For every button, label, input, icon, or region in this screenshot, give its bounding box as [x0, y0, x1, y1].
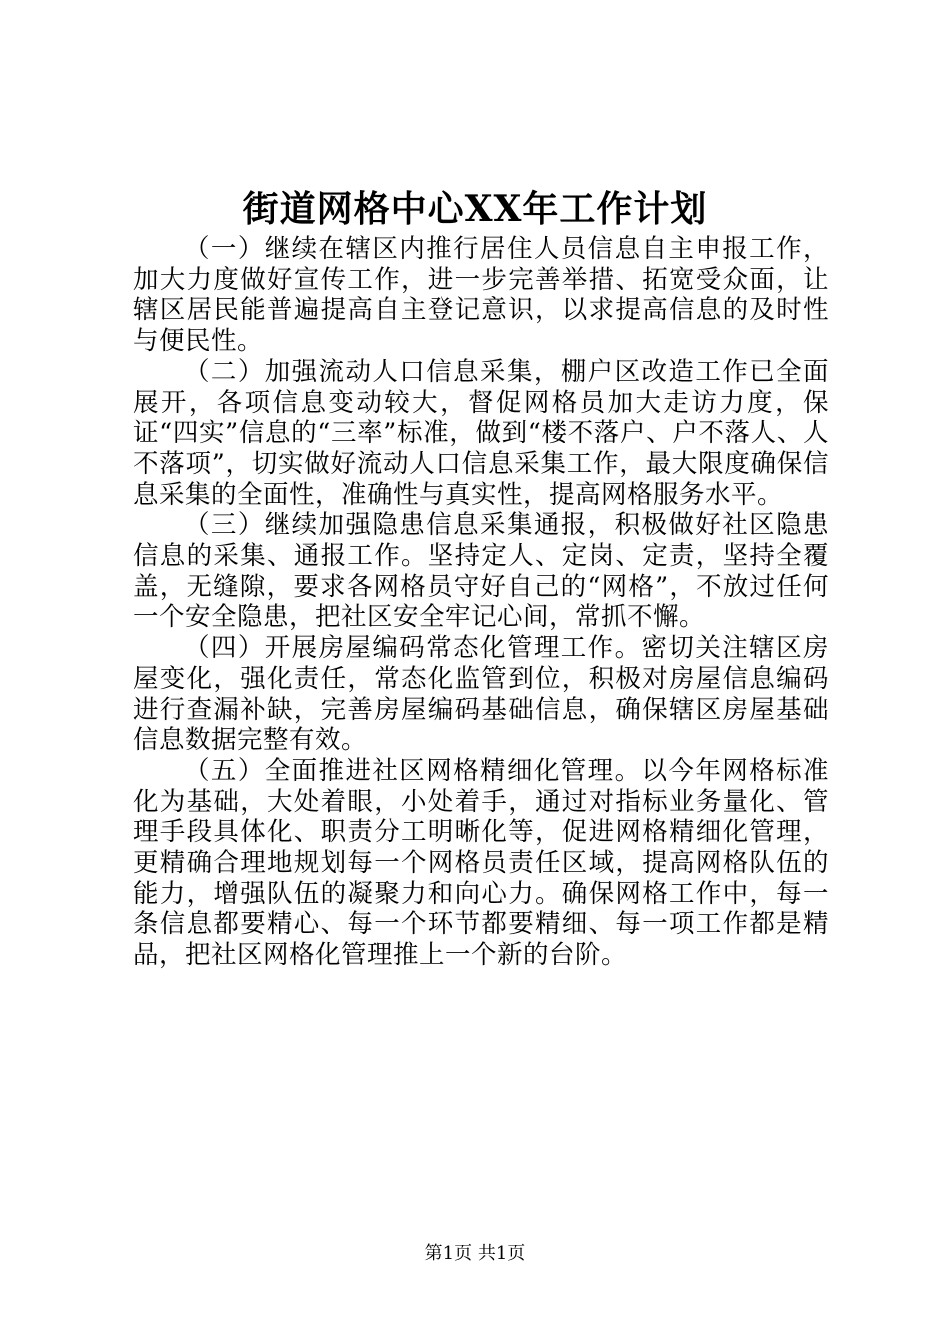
paragraph-1: （一）继续在辖区内推行居住人员信息自主申报工作，加大力度做好宣传工作，进一步完善举措、拓宽受众面，让辖区居民能普遍提高自主登记意识，以求提高信息的及时性与便民性。	[133, 234, 829, 357]
paragraph-5: （五）全面推进社区网格精细化管理。以今年网格标准化为基础，大处着眼，小处着手，通过对指标业务量化、管理手段具体化、职责分工明晰化等，促进网格精细化管理，更精确合理地规划每一个网格员责任区域，提高网格队伍的能力，增强队伍的凝聚力和向心力。确保网格工作中，每一条信息都要精心、每一个环节都要精细、每一项工作都是精品，把社区网格化管理推上一个新的台阶。	[133, 755, 829, 971]
document-title: 街道网格中心XX年工作计划	[242, 188, 708, 230]
document-body	[133, 234, 829, 971]
paragraph-3: （三）继续加强隐患信息采集通报，积极做好社区隐患信息的采集、通报工作。坚持定人、定岗、定责，坚持全覆盖，无缝隙，要求各网格员守好自己的“网格”，不放过任何一个安全隐患，把社区安全牢记心间，常抓不懈。	[133, 510, 829, 633]
page-footer: 第1页 共1页	[424, 1243, 526, 1264]
paragraph-4: （四）开展房屋编码常态化管理工作。密切关注辖区房屋变化，强化责任，常态化监管到位，积极对房屋信息编码进行查漏补缺，完善房屋编码基础信息，确保辖区房屋基础信息数据完整有效。	[133, 633, 829, 756]
paragraph-2: （二）加强流动人口信息采集，棚户区改造工作已全面展开，各项信息变动较大，督促网格员加大走访力度，保证“四实”信息的“三率”标准，做到“楼不落户、户不落人、人不落项”，切实做好流动人口信息采集工作，最大限度确保信息采集的全面性，准确性与真实性，提高网格服务水平。	[133, 356, 829, 510]
